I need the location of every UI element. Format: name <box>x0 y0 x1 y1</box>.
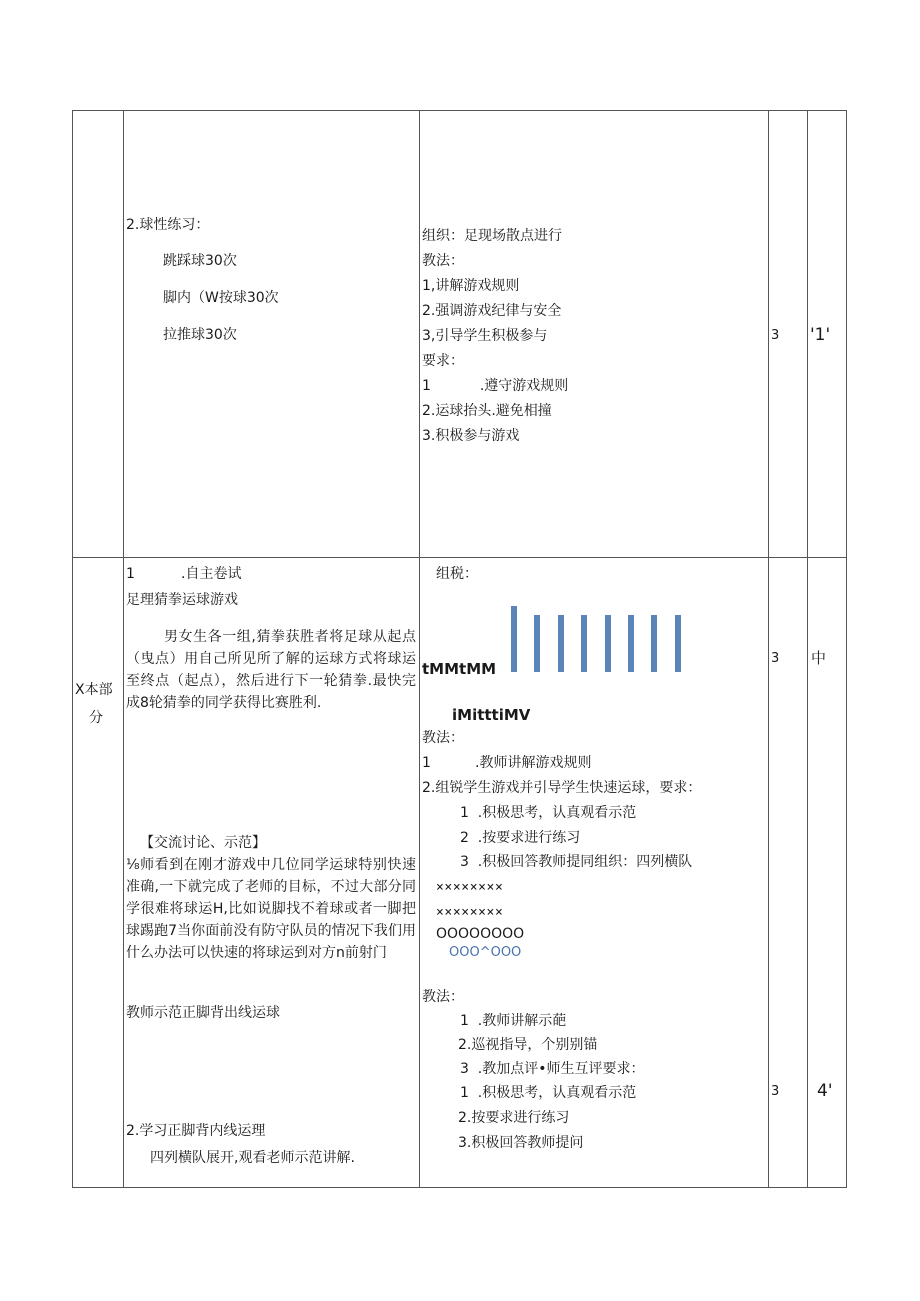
column-divider-3 <box>419 110 420 1188</box>
row2-count-bottom: 3 <box>771 1084 780 1099</box>
requirement-3: 3 .积极回答教师提同组织：四列横队 <box>460 854 693 870</box>
practice-item-2: 脚内（W按球30次 <box>163 290 279 306</box>
column-divider-4 <box>768 110 769 1188</box>
method2-2: 2.巡视指导，个别别锚 <box>458 1037 598 1053</box>
diagram-bar-5 <box>605 615 611 672</box>
activity-number: 1 <box>126 566 135 582</box>
org-line-7: 1 .遵守游戏规则 <box>422 378 569 394</box>
method2-6: 3.积极回答教师提问 <box>458 1135 584 1151</box>
row1-time: '1' <box>810 325 831 345</box>
diagram-bar-7 <box>651 615 657 672</box>
org-line-2: 教法： <box>422 253 464 269</box>
requirement-2: 2 .按要求进行练习 <box>460 830 581 846</box>
column-divider-2 <box>123 110 124 1188</box>
section-label-line2: 分 <box>89 710 103 726</box>
discussion-heading: 【交流讨论、示范】 <box>140 835 266 851</box>
method2-4: 1 .积极思考，认真观看示范 <box>460 1085 637 1101</box>
diagram-bar-6 <box>628 615 634 672</box>
diagram-bar-3 <box>558 615 564 672</box>
org-line-5: 3,引导学生积极参与 <box>422 328 548 344</box>
diagram-bar-1 <box>511 606 517 672</box>
activity-title: .自主卷试 <box>181 566 242 582</box>
method2-1: 1 .教师讲解示葩 <box>460 1013 567 1029</box>
demo-text: 教师示范正脚背出线运球 <box>126 1005 280 1021</box>
practice-item-1: 跳踩球30次 <box>163 253 237 269</box>
method-label: 教法： <box>422 730 464 746</box>
row2-intensity: 中 <box>811 649 827 667</box>
table-border-bottom <box>72 1187 847 1188</box>
org-line-8: 2.运球抬头.避免相撞 <box>422 403 552 419</box>
row1-count: 3 <box>771 328 780 343</box>
formation-row-1: ×××××××× <box>436 880 504 895</box>
method-2: 2.组锐学生游戏并引导学生快速运球，要求： <box>422 780 702 796</box>
method2-5: 2.按要求进行练习 <box>458 1110 570 1126</box>
step2-heading: 2.学习正脚背内线运理 <box>126 1123 266 1139</box>
step2-detail: 四列横队展开,观看老师示范讲解. <box>150 1150 355 1166</box>
formation-row-3: OOOOOOOO <box>436 926 525 942</box>
column-divider-6 <box>846 110 847 1188</box>
row2-count-top: 3 <box>771 651 780 666</box>
diagram-label-2: iMitttiMV <box>452 706 531 724</box>
table-border-top <box>72 110 847 111</box>
discussion-text: ⅛师看到在刚才游戏中几位同学运球特别快速准确,一下就完成了老师的目标，不过大部分同学很难将球运H,比如说脚找不着球或者一脚把球踢跑7当你面前没有防守队员的情况下我们用什么办法可以快速的将球运到对方n前射门 <box>126 857 416 961</box>
method2-3: 3 .教加点评•师生互评要求： <box>460 1061 645 1077</box>
ball-practice-heading: 2.球性练习： <box>126 217 210 233</box>
org-line-9: 3.积极参与游戏 <box>422 428 520 444</box>
requirement-1: 1 .积极思考，认真观看示范 <box>460 805 637 821</box>
formation-row-2: ×××××××× <box>436 905 504 920</box>
diagram-bar-2 <box>534 615 540 672</box>
org-line-6: 要求： <box>422 353 464 369</box>
org-line-1: 组织：足现场散点进行 <box>422 228 562 244</box>
diagram-bar-8 <box>675 615 681 672</box>
activity-subtitle: 足理猜拳运球游戏 <box>126 592 238 608</box>
org-line-3: 1,讲解游戏规则 <box>422 278 520 294</box>
section-label-line1: X本部 <box>75 682 113 698</box>
column-divider-5 <box>807 110 808 1188</box>
practice-item-3: 拉推球30次 <box>163 327 237 343</box>
method2-label: 教法： <box>422 989 464 1005</box>
row-divider <box>72 557 847 558</box>
row2-time: 4' <box>817 1081 833 1101</box>
org-line-4: 2.强调游戏纪律与安全 <box>422 303 562 319</box>
activity-description: 男女生各一组,猜拳获胜者将足球从起点（曳点）用自己所见所了解的运球方式将球运至终点（起点），然后进行下一轮猜拳.最快完成8轮猜拳的同学获得比赛胜利. <box>126 629 416 711</box>
diagram-label-1: tMMtMM <box>422 660 497 678</box>
org-label: 组税： <box>436 566 478 582</box>
method-1-number: 1 <box>422 755 431 771</box>
formation-row-4: OOO^OOO <box>449 945 522 960</box>
method-1: .教师讲解游戏规则 <box>475 755 592 771</box>
diagram-bar-4 <box>581 615 587 672</box>
column-divider-1 <box>72 110 73 1188</box>
